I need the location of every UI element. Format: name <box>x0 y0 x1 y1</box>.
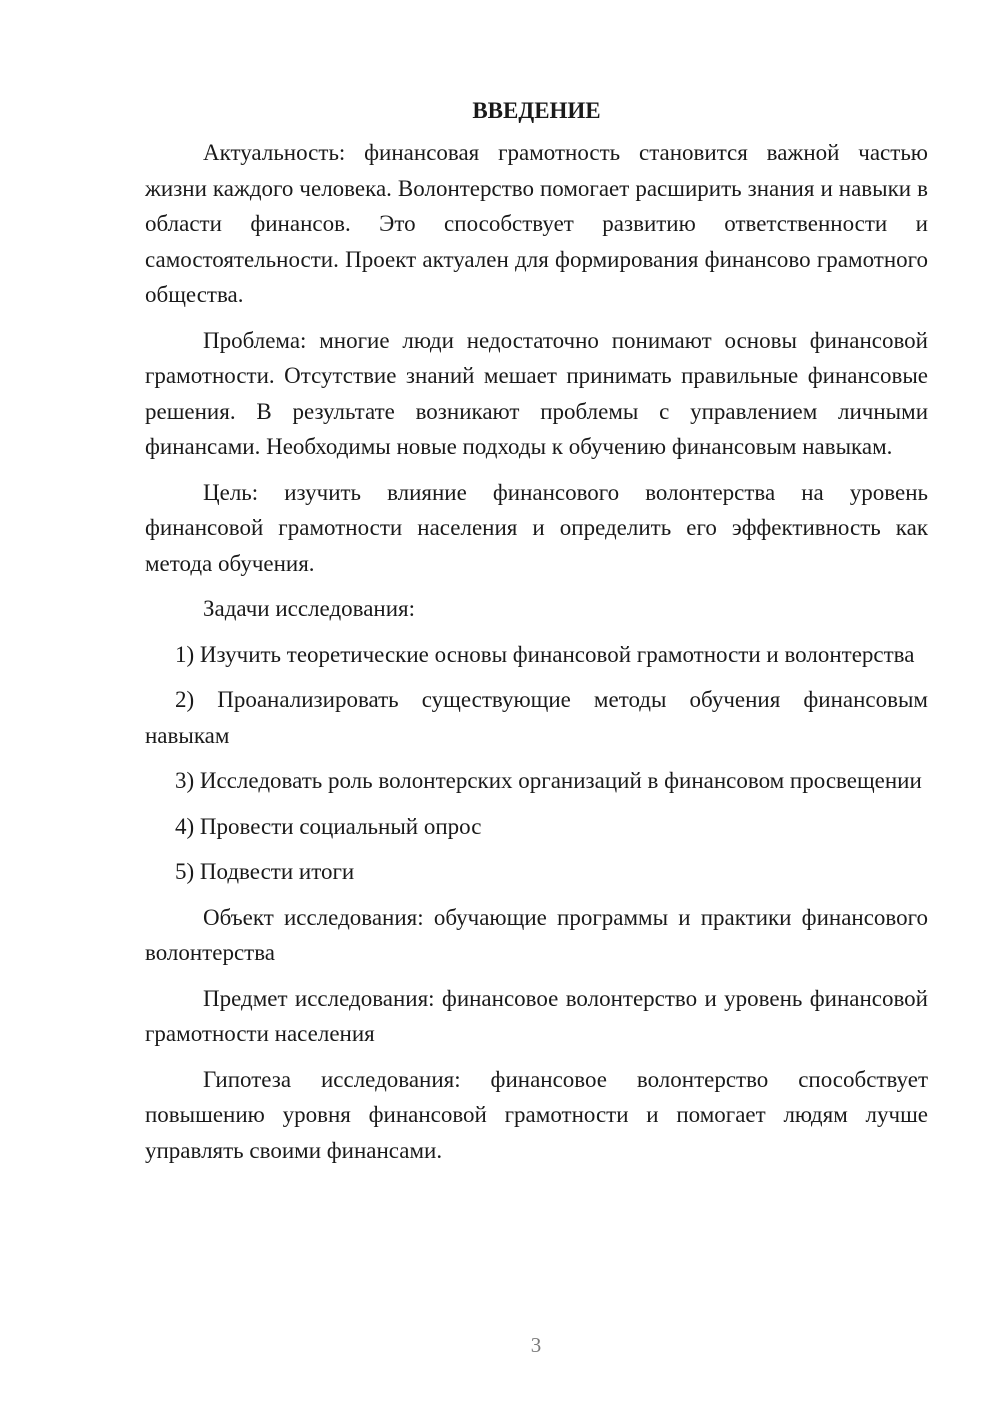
page-number: 3 <box>530 1333 542 1357</box>
paragraph-hypothesis: Гипотеза исследования: финансовое волонтерство способствует повышению уровня финансовой грамотности и помогает людям лучше управлять своими финансами. <box>145 1066 928 1163</box>
paragraph-tasks-heading: Задачи исследования: <box>203 596 416 621</box>
task-item-5: 5) Подвести итоги <box>175 859 355 884</box>
section-heading: ВВЕДЕНИЕ <box>472 98 601 123</box>
task-item-1: 1) Изучить теоретические основы финансовой грамотности и волонтерства <box>175 641 915 667</box>
page-body <box>145 93 928 1178</box>
task-item-3: 3) Исследовать роль волонтерских организаций в финансовом просвещении <box>175 768 922 793</box>
task-item-4: 4) Провести социальный опрос <box>175 813 482 839</box>
task-item-2: 2) Проанализировать существующие методы обучения финансовым навыкам <box>145 687 928 748</box>
paragraph-goal: Цель: изучить влияние финансового волонтерства на уровень финансовой грамотности населения и определить его эффективность как метода обучения. <box>145 479 928 576</box>
paragraph-object: Объект исследования: обучающие программы и практики финансового волонтерства <box>145 904 928 965</box>
paragraph-subject: Предмет исследования: финансовое волонтерство и уровень финансовой грамотности населения <box>145 985 928 1046</box>
paragraph-problem: Проблема: многие люди недостаточно понимают основы финансовой грамотности. Отсутствие знаний мешает принимать правильные финансовые решения. В результате возникают проблемы с управлением личными финансами. Необходимы новые подходы к обучению финансовым навыкам. <box>145 327 928 459</box>
paragraph-relevance: Актуальность: финансовая грамотность становится важной частью жизни каждого человека. Волонтерство помогает расширить знания и навыки в области финансов. Это способствует развитию ответственности и самостоятельности. Проект актуален для формирования финансово грамотного общества. <box>145 140 928 307</box>
